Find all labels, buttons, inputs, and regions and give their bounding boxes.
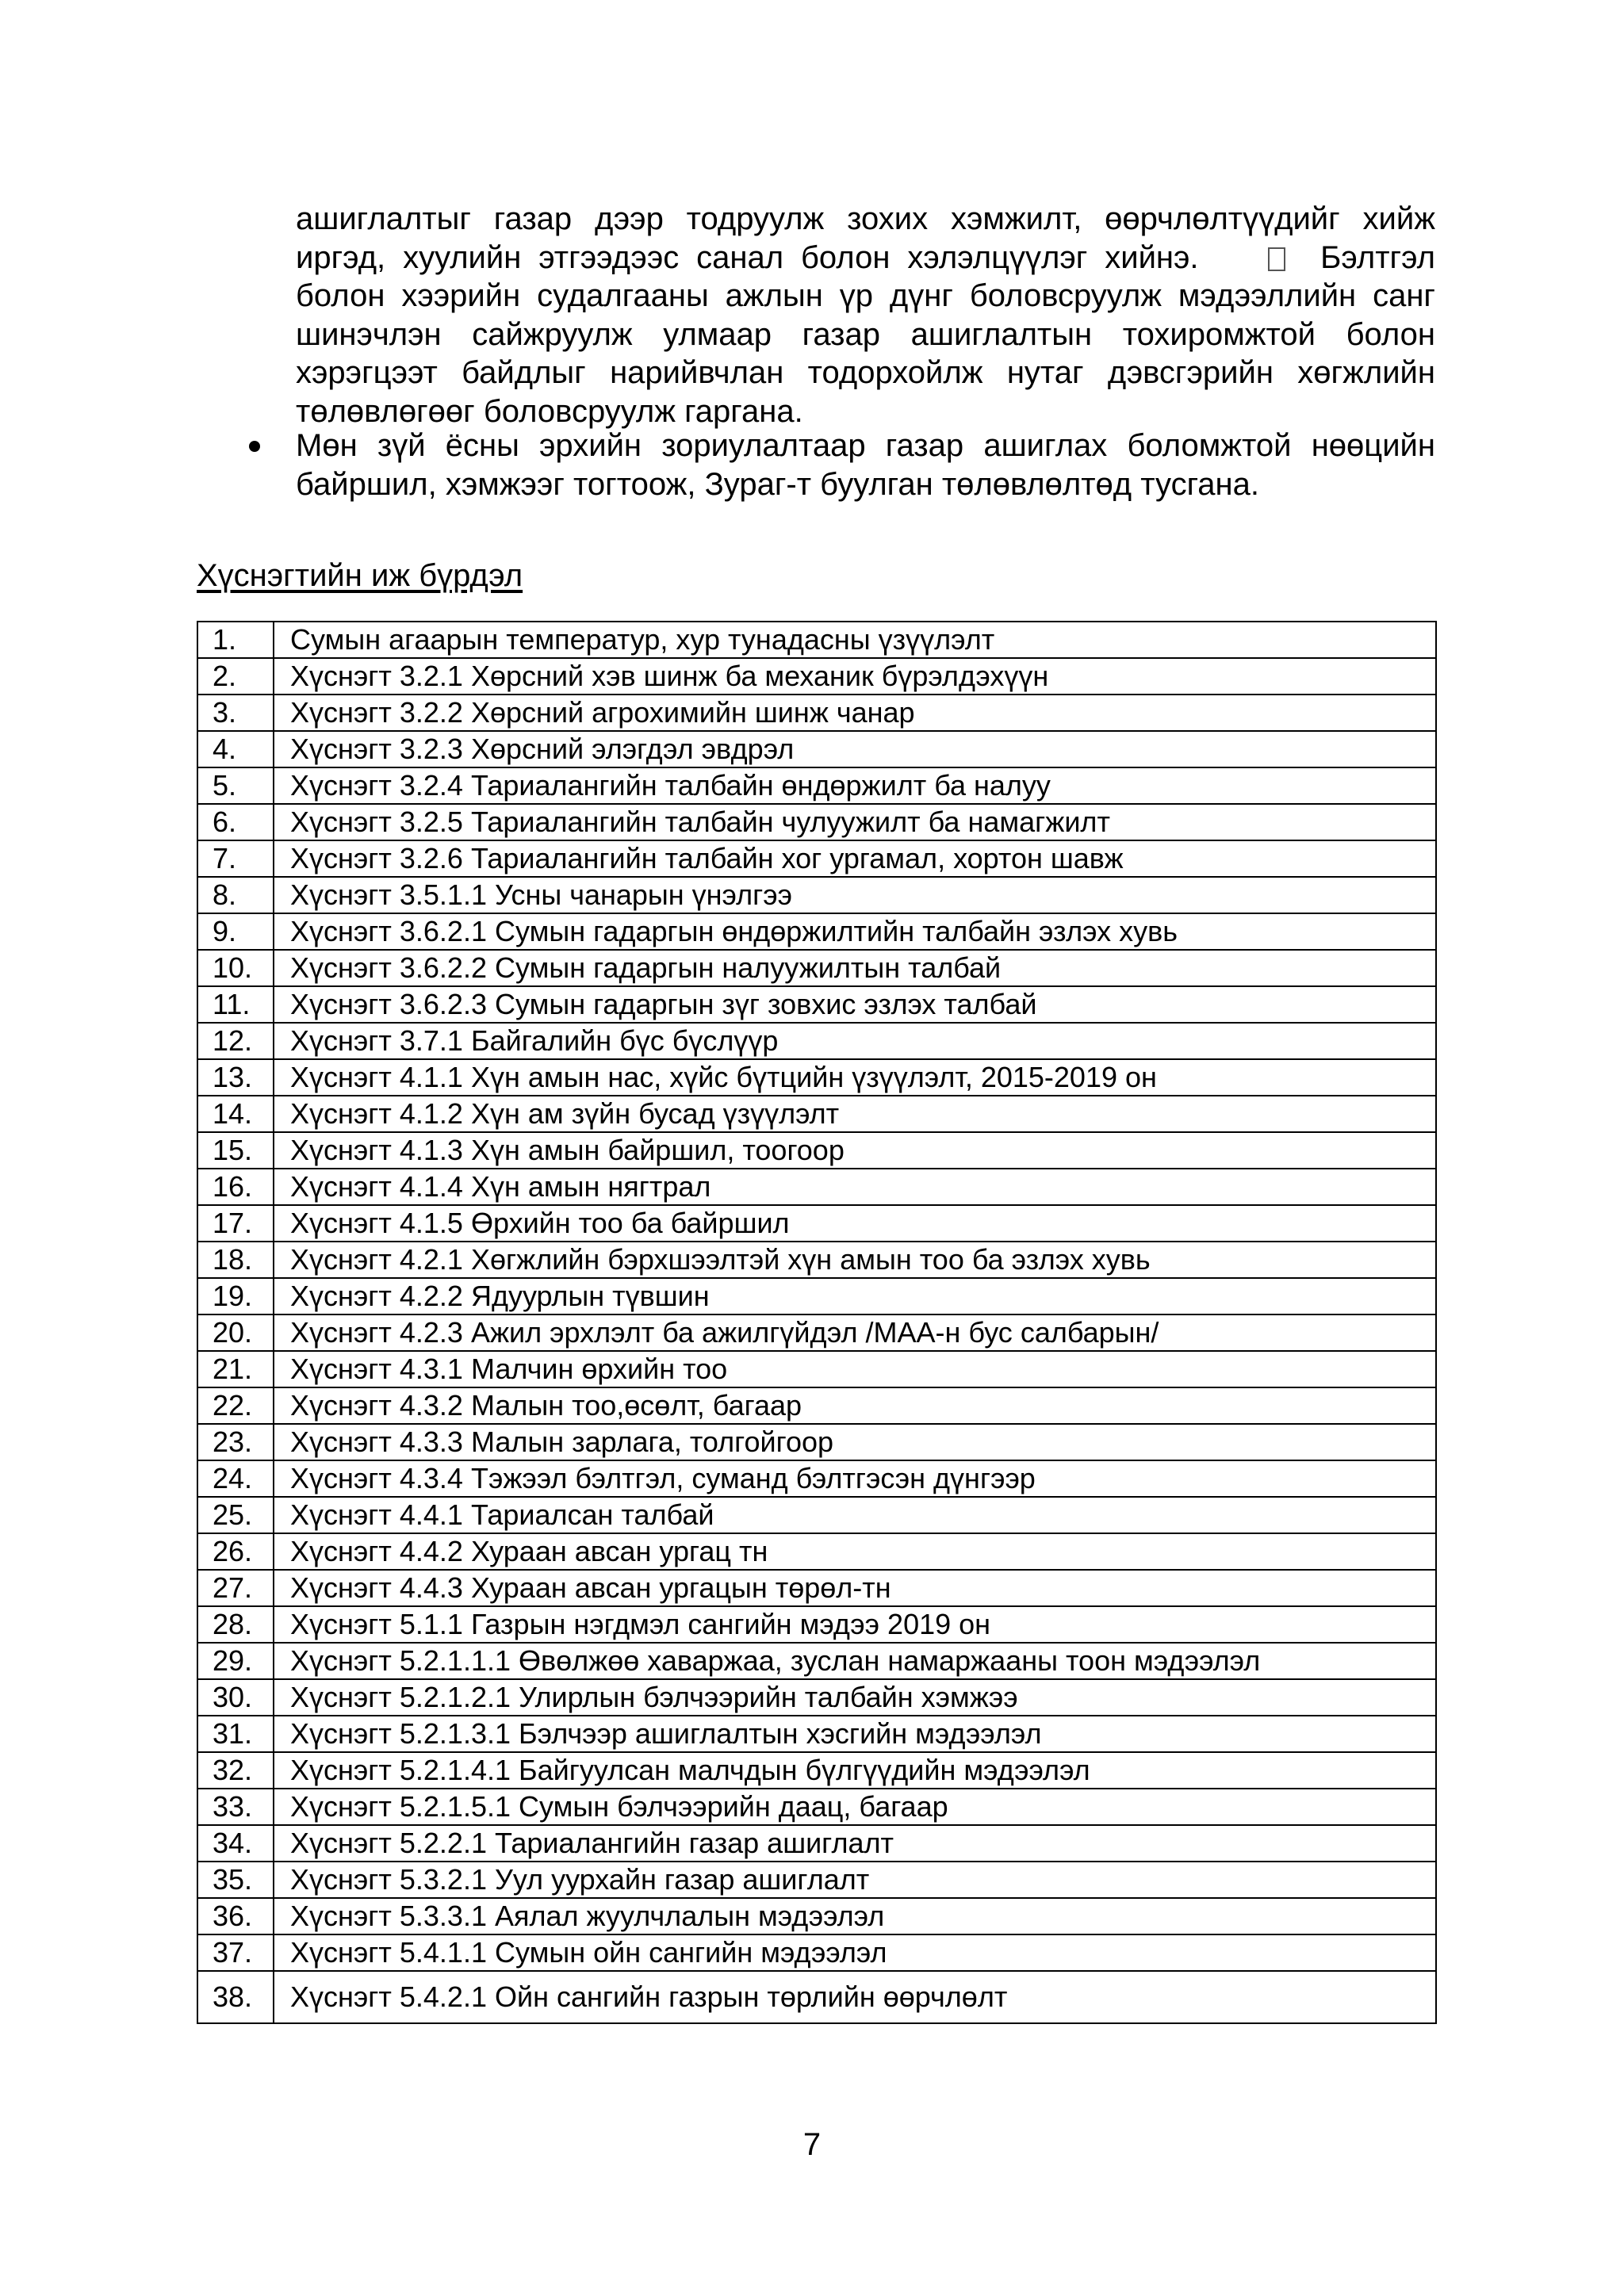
row-number: 17. <box>197 1205 274 1242</box>
row-number: 28. <box>197 1606 274 1643</box>
row-title: Хүснэгт 5.4.1.1 Сумын ойн сангийн мэдээлэл <box>274 1934 1436 1971</box>
table-row <box>197 1242 1436 1278</box>
row-number: 27. <box>197 1570 274 1606</box>
row-number: 12. <box>197 1023 274 1059</box>
row-number: 37. <box>197 1934 274 1971</box>
table-row <box>197 1132 1436 1169</box>
row-number: 19. <box>197 1278 274 1314</box>
row-number: 8. <box>197 877 274 913</box>
table-row <box>197 1424 1436 1460</box>
row-number: 4. <box>197 731 274 767</box>
row-number: 29. <box>197 1643 274 1679</box>
paragraph-line: хэрэгцээт байдлыг нарийвчлан тодорхойлж нутаг дэвсгэрийн хөгжлийн <box>296 355 1435 390</box>
table-row <box>197 1533 1436 1570</box>
row-number: 35. <box>197 1862 274 1898</box>
row-number: 34. <box>197 1825 274 1862</box>
bullet-paragraph <box>296 427 1435 503</box>
table-row <box>197 1862 1436 1898</box>
table-row <box>197 1971 1436 2023</box>
table-row <box>197 1059 1436 1096</box>
table-row <box>197 1789 1436 1825</box>
table-row <box>197 1278 1436 1314</box>
row-title: Хүснэгт 4.1.3 Хүн амын байршил, тоогоор <box>274 1132 1436 1169</box>
row-title: Хүснэгт 4.1.5 Өрхийн тоо ба байршил <box>274 1205 1436 1242</box>
row-number: 31. <box>197 1716 274 1752</box>
row-number: 26. <box>197 1533 274 1570</box>
row-title: Хүснэгт 5.3.3.1 Аялал жуулчлалын мэдээлэл <box>274 1898 1436 1934</box>
table-row <box>197 1096 1436 1132</box>
table-row <box>197 1716 1436 1752</box>
table-row <box>197 1460 1436 1497</box>
row-title: Хүснэгт 5.2.1.5.1 Сумын бэлчээрийн даац, багаар <box>274 1789 1436 1825</box>
table-row <box>197 1205 1436 1242</box>
row-title: Хүснэгт 5.2.1.1.1 Өвөлжөө хаваржаа, зуслан намаржааны тоон мэдээлэл <box>274 1643 1436 1679</box>
row-number: 24. <box>197 1460 274 1497</box>
missing-glyph-icon <box>1268 247 1285 271</box>
row-number: 38. <box>197 1971 274 2023</box>
paragraph-line <box>296 239 1435 277</box>
row-number: 22. <box>197 1387 274 1424</box>
row-number: 13. <box>197 1059 274 1096</box>
row-title: Хүснэгт 4.3.4 Тэжээл бэлтгэл, суманд бэлтгэсэн дүнгээр <box>274 1460 1436 1497</box>
row-number: 3. <box>197 695 274 731</box>
row-number: 15. <box>197 1132 274 1169</box>
row-title: Хүснэгт 5.2.1.4.1 Байгуулсан малчдын бүлгүүдийн мэдээлэл <box>274 1752 1436 1789</box>
row-title: Хүснэгт 3.6.2.2 Сумын гадаргын налуужилтын талбай <box>274 950 1436 986</box>
row-number: 36. <box>197 1898 274 1934</box>
row-title: Хүснэгт 4.1.2 Хүн ам зүйн бусад үзүүлэлт <box>274 1096 1436 1132</box>
row-title: Хүснэгт 3.6.2.1 Сумын гадаргын өндөржилтийн талбайн эзлэх хувь <box>274 913 1436 950</box>
row-number: 16. <box>197 1169 274 1205</box>
row-number: 21. <box>197 1351 274 1387</box>
table-row <box>197 1898 1436 1934</box>
table-row <box>197 1752 1436 1789</box>
row-title: Хүснэгт 3.2.4 Тариалангийн талбайн өндөржилт ба налуу <box>274 767 1436 804</box>
table-row <box>197 950 1436 986</box>
row-title: Хүснэгт 5.1.1 Газрын нэгдмэл сангийн мэдээ 2019 он <box>274 1606 1436 1643</box>
row-number: 1. <box>197 622 274 658</box>
row-title: Хүснэгт 3.2.3 Хөрсний элэгдэл эвдрэл <box>274 731 1436 767</box>
table-list <box>197 621 1437 2024</box>
table-row <box>197 1643 1436 1679</box>
row-number: 33. <box>197 1789 274 1825</box>
table-row <box>197 731 1436 767</box>
row-title: Хүснэгт 5.2.1.2.1 Улирлын бэлчээрийн талбайн хэмжээ <box>274 1679 1436 1716</box>
bullet-line: байршил, хэмжээг тогтоож, Зураг-т буулган төлөвлөлтөд тусгана. <box>296 466 1259 502</box>
row-number: 32. <box>197 1752 274 1789</box>
table-row <box>197 804 1436 840</box>
row-title: Хүснэгт 4.4.2 Хураан авсан ургац тн <box>274 1533 1436 1570</box>
row-title: Хүснэгт 5.2.1.3.1 Бэлчээр ашиглалтын хэсгийн мэдээлэл <box>274 1716 1436 1752</box>
table-row <box>197 695 1436 731</box>
table-row <box>197 767 1436 804</box>
table-row <box>197 1570 1436 1606</box>
row-title: Хүснэгт 4.4.1 Тариалсан талбай <box>274 1497 1436 1533</box>
row-title: Хүснэгт 3.2.6 Тариалангийн талбайн хог ургамал, хортон шавж <box>274 840 1436 877</box>
row-title: Хүснэгт 3.6.2.3 Сумын гадаргын зүг зовхис эзлэх талбай <box>274 986 1436 1023</box>
row-number: 18. <box>197 1242 274 1278</box>
bullet-icon <box>249 441 260 452</box>
row-title: Хүснэгт 4.3.2 Малын тоо,өсөлт, багаар <box>274 1387 1436 1424</box>
table-body <box>197 622 1436 2023</box>
row-title: Хүснэгт 5.2.2.1 Тариалангийн газар ашиглалт <box>274 1825 1436 1862</box>
paragraph-line-text: иргэд, хуулийн этгээдээс санал болон хэлэлцүүлэг хийнэ. <box>296 239 1199 275</box>
table-row <box>197 1934 1436 1971</box>
row-number: 11. <box>197 986 274 1023</box>
table-row <box>197 877 1436 913</box>
row-number: 6. <box>197 804 274 840</box>
row-number: 2. <box>197 658 274 695</box>
row-title: Хүснэгт 3.2.1 Хөрсний хэв шинж ба механик бүрэлдэхүүн <box>274 658 1436 695</box>
row-title: Хүснэгт 5.3.2.1 Уул уурхайн газар ашиглалт <box>274 1862 1436 1898</box>
row-title: Хүснэгт 3.7.1 Байгалийн бүс бүслүүр <box>274 1023 1436 1059</box>
table-row <box>197 1606 1436 1643</box>
row-number: 9. <box>197 913 274 950</box>
table-row <box>197 913 1436 950</box>
table-row <box>197 1314 1436 1351</box>
row-title: Хүснэгт 4.3.1 Малчин өрхийн тоо <box>274 1351 1436 1387</box>
row-number: 14. <box>197 1096 274 1132</box>
row-title: Хүснэгт 3.5.1.1 Усны чанарын үнэлгээ <box>274 877 1436 913</box>
row-number: 30. <box>197 1679 274 1716</box>
table-row <box>197 986 1436 1023</box>
paragraph-line: шинэчлэн сайжруулж улмаар газар ашиглалтын тохиромжтой болон <box>296 316 1435 352</box>
page-number: 7 <box>802 2127 822 2162</box>
body-paragraph <box>296 200 1435 430</box>
row-number: 23. <box>197 1424 274 1460</box>
row-title: Хүснэгт 4.2.2 Ядуурлын түвшин <box>274 1278 1436 1314</box>
paragraph-line: төлөвлөгөөг боловсруулж гаргана. <box>296 393 803 429</box>
table-row <box>197 1387 1436 1424</box>
row-number: 7. <box>197 840 274 877</box>
row-title: Хүснэгт 4.4.3 Хураан авсан ургацын төрөл-тн <box>274 1570 1436 1606</box>
table-row <box>197 840 1436 877</box>
table-row <box>197 1169 1436 1205</box>
row-title: Хүснэгт 5.4.2.1 Ойн сангийн газрын төрлийн өөрчлөлт <box>274 1971 1436 2023</box>
section-heading: Хүснэгтийн иж бүрдэл <box>197 558 523 593</box>
row-number: 25. <box>197 1497 274 1533</box>
paragraph-line-text: Бэлтгэл <box>1320 239 1435 275</box>
table-row <box>197 1497 1436 1533</box>
row-number: 5. <box>197 767 274 804</box>
table-row <box>197 1351 1436 1387</box>
bullet-line: Мөн зүй ёсны эрхийн зориулалтаар газар ашиглах боломжтой нөөцийн <box>296 428 1435 463</box>
row-title: Хүснэгт 4.3.3 Малын зарлага, толгойгоор <box>274 1424 1436 1460</box>
row-number: 10. <box>197 950 274 986</box>
row-title: Хүснэгт 4.1.1 Хүн амын нас, хүйс бүтцийн үзүүлэлт, 2015-2019 он <box>274 1059 1436 1096</box>
row-title: Хүснэгт 3.2.2 Хөрсний агрохимийн шинж чанар <box>274 695 1436 731</box>
table-row <box>197 1023 1436 1059</box>
row-title: Хүснэгт 4.2.1 Хөгжлийн бэрхшээлтэй хүн амын тоо ба эзлэх хувь <box>274 1242 1436 1278</box>
row-title: Хүснэгт 3.2.5 Тариалангийн талбайн чулуужилт ба намагжилт <box>274 804 1436 840</box>
table-row <box>197 1679 1436 1716</box>
row-number: 20. <box>197 1314 274 1351</box>
paragraph-line: болон хээрийн судалгааны ажлын үр дүнг боловсруулж мэдээллийн санг <box>296 278 1435 313</box>
table-row <box>197 1825 1436 1862</box>
table-row <box>197 658 1436 695</box>
row-title: Хүснэгт 4.1.4 Хүн амын нягтрал <box>274 1169 1436 1205</box>
row-title: Сумын агаарын температур, хур тунадасны үзүүлэлт <box>274 622 1436 658</box>
row-title: Хүснэгт 4.2.3 Ажил эрхлэлт ба ажилгүйдэл /МАА-н бус салбарын/ <box>274 1314 1436 1351</box>
paragraph-line: ашиглалтыг газар дээр тодруулж зохих хэмжилт, өөрчлөлтүүдийг хийж <box>296 201 1435 236</box>
table-row <box>197 622 1436 658</box>
